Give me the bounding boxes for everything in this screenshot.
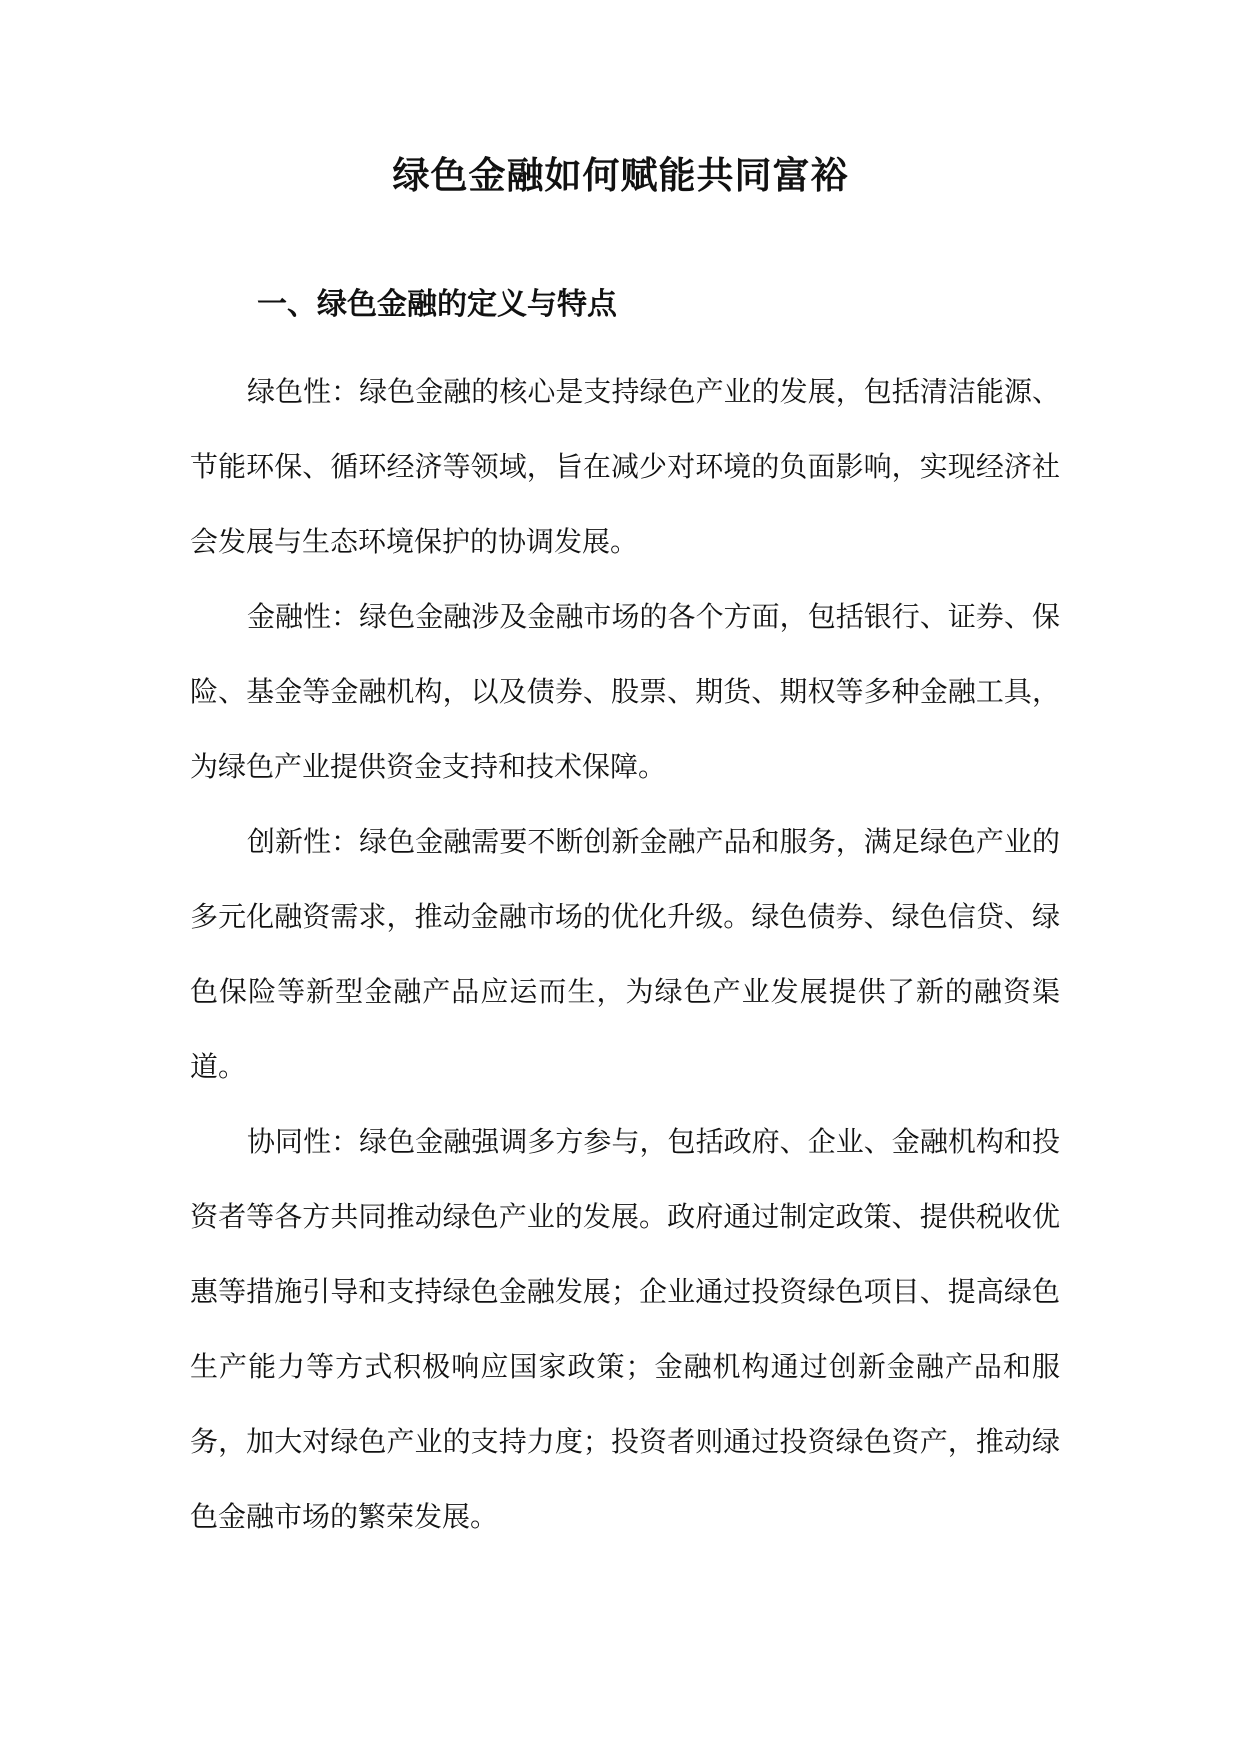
- document-title: 绿色金融如何赋能共同富裕: [392, 154, 849, 197]
- section-heading: 一、绿色金融的定义与特点: [257, 287, 617, 322]
- paragraph-innovative: 创新性：绿色金融需要不断创新金融产品和服务，满足绿色产业的多元化融资需求，推动金融市场的优化升级。绿色债券、绿色信贷、绿色保险等新型金融产品应运而生，为绿色产业发展提供了新的融资渠道。: [190, 825, 1060, 1083]
- paragraph-synergy: 协同性：绿色金融强调多方参与，包括政府、企业、金融机构和投资者等各方共同推动绿色产业的发展。政府通过制定政策、提供税收优惠等措施引导和支持绿色金融发展；企业通过投资绿色项目、提高绿色生产能力等方式积极响应国家政策；金融机构通过创新金融产品和服务，加大对绿色产业的支持力度；投资者则通过投资绿色资产，推动绿色金融市场的繁荣发展。: [190, 1125, 1060, 1533]
- paragraph-green: 绿色性：绿色金融的核心是支持绿色产业的发展，包括清洁能源、节能环保、循环经济等领域，旨在减少对环境的负面影响，实现经济社会发展与生态环境保护的协调发展。: [190, 375, 1060, 558]
- paragraph-financial: 金融性：绿色金融涉及金融市场的各个方面，包括银行、证券、保险、基金等金融机构，以及债券、股票、期货、期权等多种金融工具，为绿色产业提供资金支持和技术保障。: [190, 600, 1060, 783]
